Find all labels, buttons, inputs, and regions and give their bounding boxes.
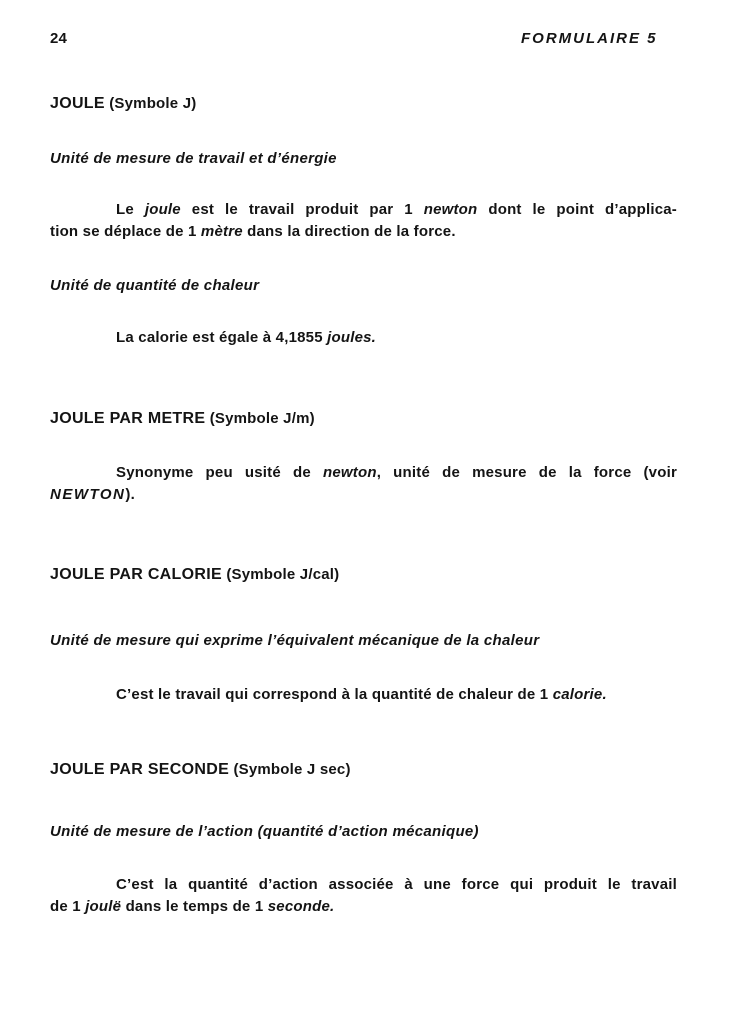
paragraph-line [50,896,677,918]
text-run: ). [125,486,135,503]
text-run: C’est le travail qui correspond à la quantité de chaleur de 1 [116,686,553,703]
text-run-italic: seconde. [267,898,335,915]
text-run-italic: mètre [200,223,243,240]
heading-joule-title: JOULE [50,95,105,112]
subtitle-joule-work: Unité de mesure de travail et d’énergie [50,150,337,167]
paragraph-joule-par-metre [50,462,677,506]
subtitle-joule-heat: Unité de quantité de chaleur [50,277,260,294]
text-run-italic: joule [144,201,181,218]
heading-joule-par-calorie-title: JOULE PAR CALORIE [50,566,222,583]
running-title: FORMULAIRE 5 [521,30,658,47]
paragraph-line [116,327,376,349]
paragraph-line [50,462,677,484]
heading-joule-par-seconde-symbol: (Symbole J sec) [233,761,351,778]
text-run: dont le point d’applica- [477,201,677,218]
heading-joule-par-calorie [50,566,339,584]
text-run-italic: calorie. [552,686,607,703]
text-run: , unité de mesure de la force (voir [376,464,677,481]
text-run: de 1 [50,898,86,915]
text-run-italic: newton [423,201,478,218]
heading-joule-par-seconde [50,761,351,779]
heading-joule-symbol: (Symbole J) [109,95,197,112]
heading-joule-par-seconde-title: JOULE PAR SECONDE [50,761,230,778]
heading-joule-par-metre-symbol: (Symbole J/m) [209,410,315,427]
paragraph-joule-definition [50,199,677,243]
text-run-italic: newton [323,464,377,481]
heading-joule [50,95,196,113]
text-run: C’est la quantité d’action associée à une force qui produit le travail [116,876,677,893]
text-run: Synonyme peu usité de [116,464,323,481]
paragraph-joule-par-calorie [116,684,607,706]
paragraph-calorie [116,327,376,349]
text-run: dans la direction de la force. [242,223,456,240]
heading-joule-par-calorie-symbol: (Symbole J/cal) [226,566,340,583]
text-run: tion se déplace de 1 [50,223,201,240]
paragraph-joule-par-seconde [50,874,677,918]
paragraph-line [50,199,677,221]
text-run: est le travail produit par 1 [180,201,424,218]
heading-joule-par-metre-title: JOULE PAR METRE [50,410,206,427]
text-run-italic: joules. [327,329,377,346]
text-run-italic: NEWTON [50,486,126,503]
text-run: dans le temps de 1 [121,898,268,915]
heading-joule-par-metre [50,410,315,428]
paragraph-line [50,221,677,243]
text-run: Le [116,201,145,218]
text-run-italic: joulë [85,898,122,915]
subtitle-joule-par-calorie: Unité de mesure qui exprime l’équivalent mécanique de la chaleur [50,632,540,649]
text-run: La calorie est égale à 4,1855 [116,329,328,346]
paragraph-line [50,874,677,896]
page-number: 24 [50,30,68,47]
paragraph-line [116,684,607,706]
subtitle-joule-par-seconde: Unité de mesure de l’action (quantité d’action mécanique) [50,823,479,840]
paragraph-line [50,484,677,506]
